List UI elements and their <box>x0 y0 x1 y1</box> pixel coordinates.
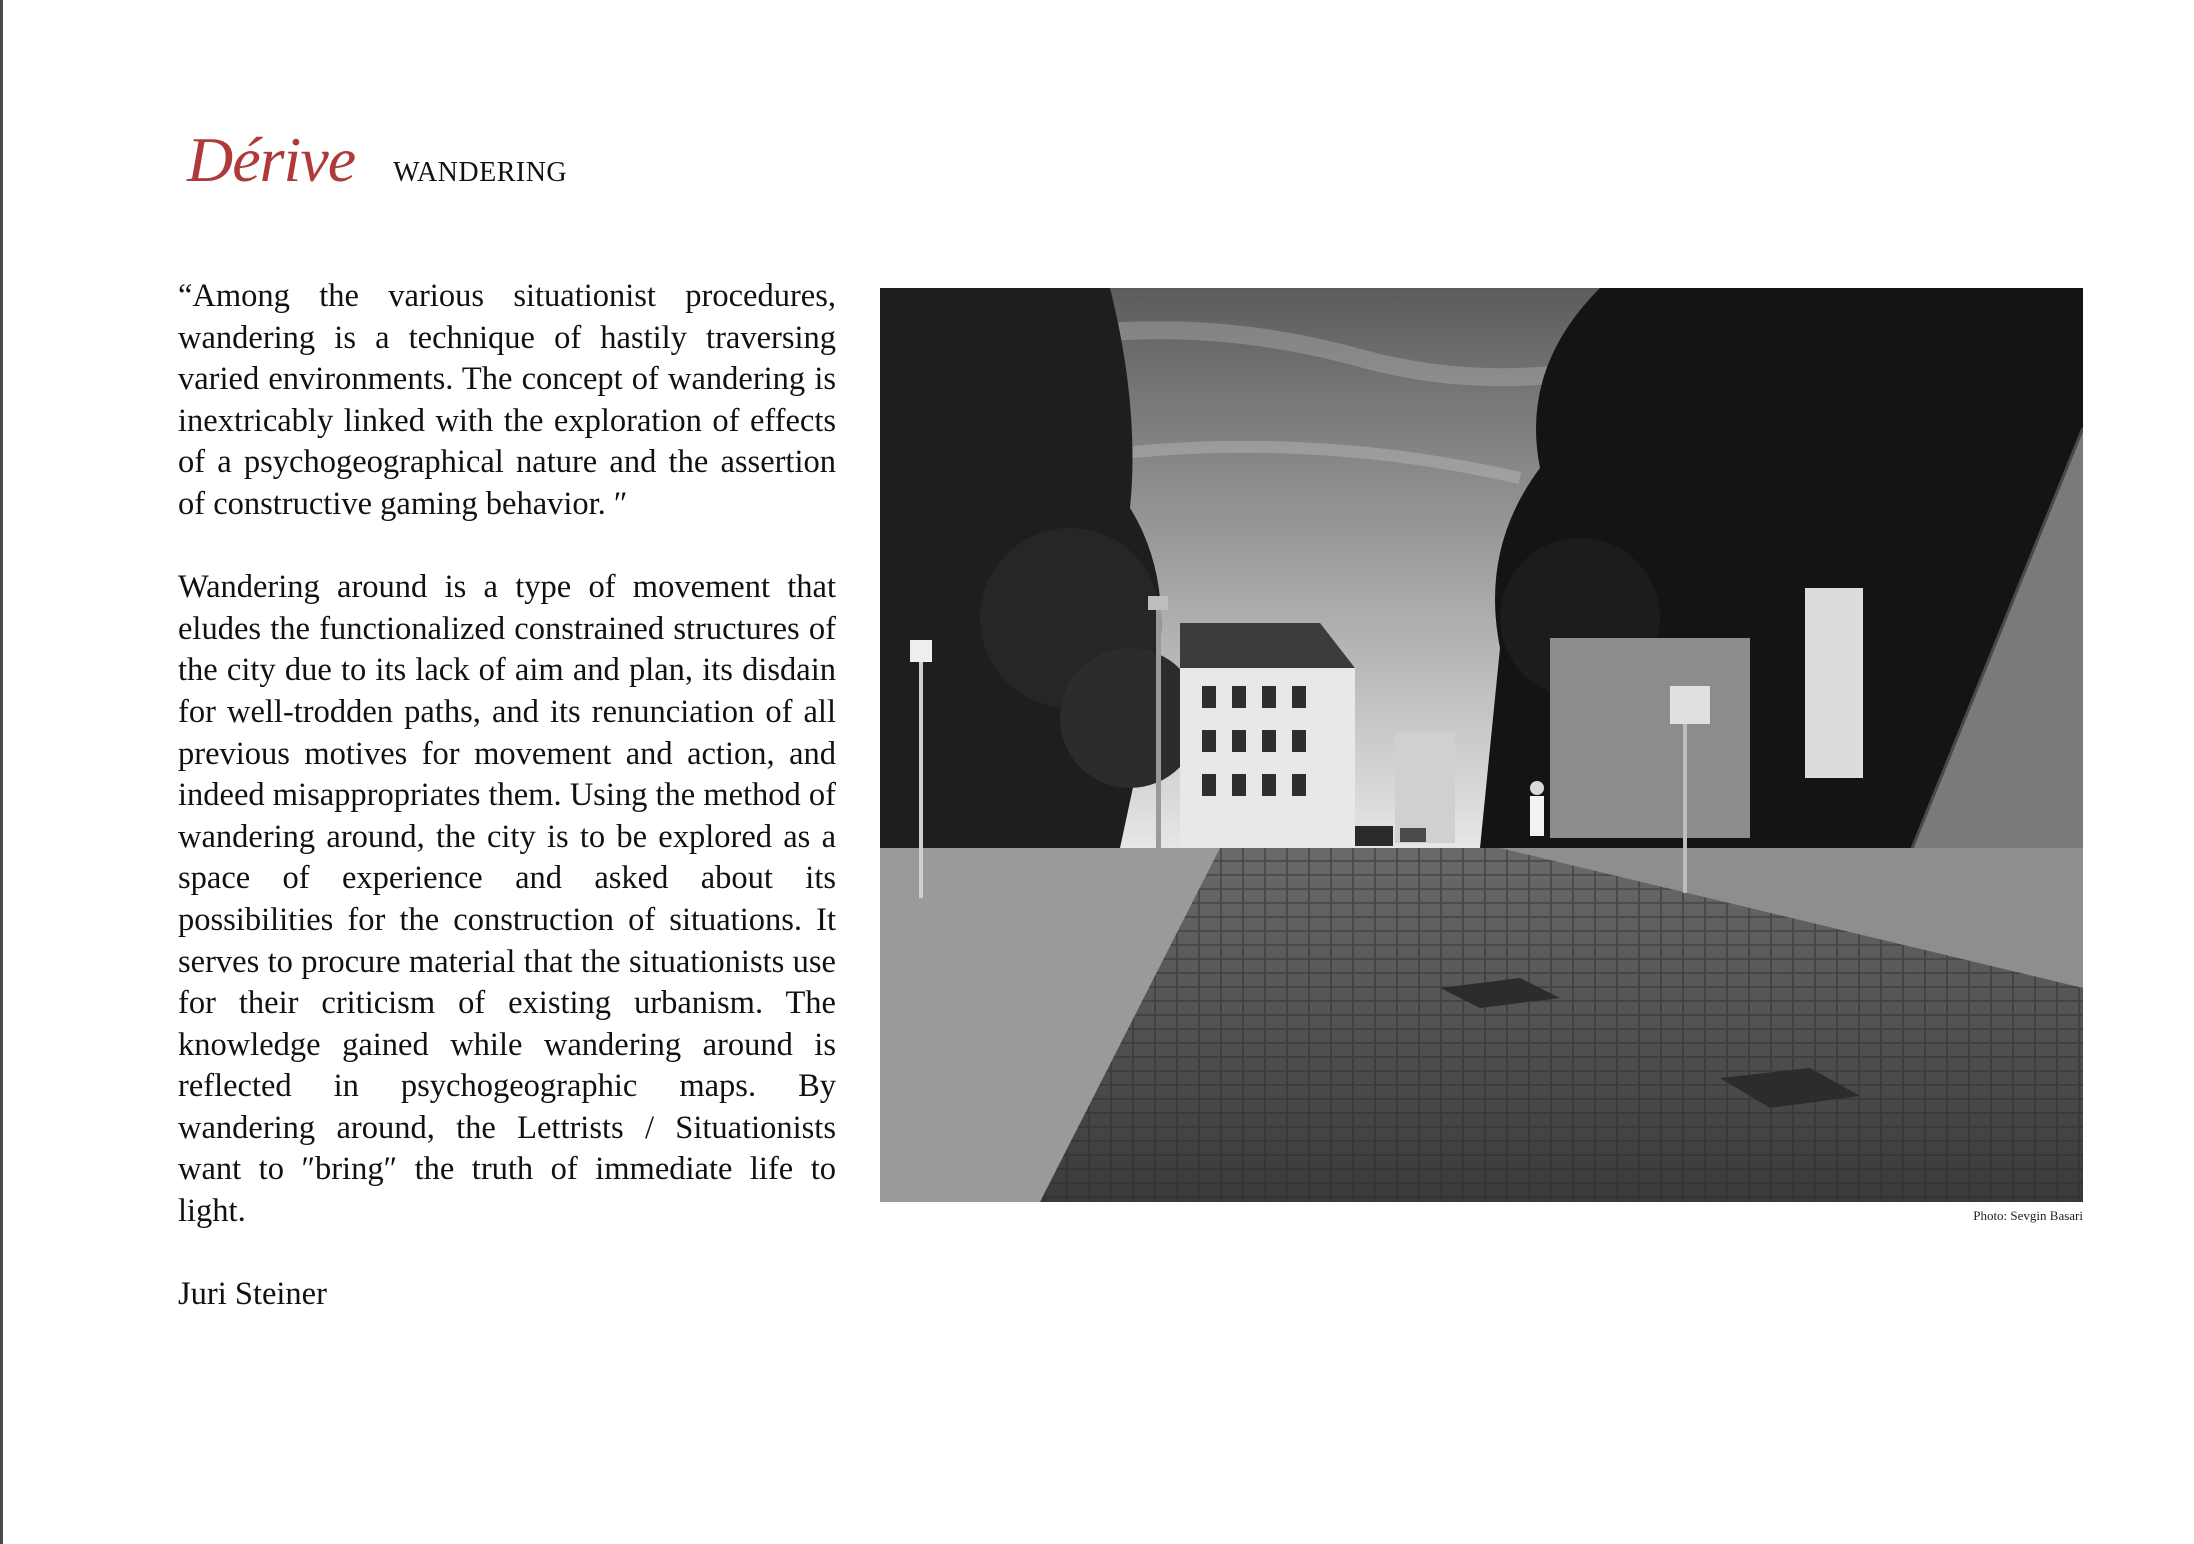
photo-credit: Photo: Sevgin Basari <box>1973 1208 2083 1223</box>
page-subtitle: WANDERING <box>393 157 568 188</box>
body-text <box>178 276 836 1316</box>
main-paragraph: Wandering around is a type of movement that eludes the functionalized constrained structures of the city due to its lack of aim and plan, its disdain for well-trodden paths, and its renunciation of all previous motives for movement and action, and indeed misappropriates them. Using the method of wandering around, the city is to be explored as a space of experience and asked about its possibilities for the construction of situations. It serves to procure material that the situationists use for their criticism of existing urbanism. The knowledge gained while wandering around is reflected in psychogeographic maps. By wandering around, the Lettrists / Situationists want to ″bring″ the truth of immediate life to light. <box>178 569 836 1230</box>
street-photograph <box>880 288 2083 1202</box>
quote-paragraph: “Among the various situationist procedures, wandering is a technique of hastily traversing varied environments. The concept of wandering is inextricably linked with the exploration of effects of a psychogeographical nature and the assertion of constructive gaming behavior. ″ <box>178 278 836 522</box>
page-header <box>187 124 568 195</box>
page-edge <box>0 0 3 1544</box>
page-title: Dérive <box>187 124 356 195</box>
author-name: Juri Steiner <box>178 1276 327 1313</box>
